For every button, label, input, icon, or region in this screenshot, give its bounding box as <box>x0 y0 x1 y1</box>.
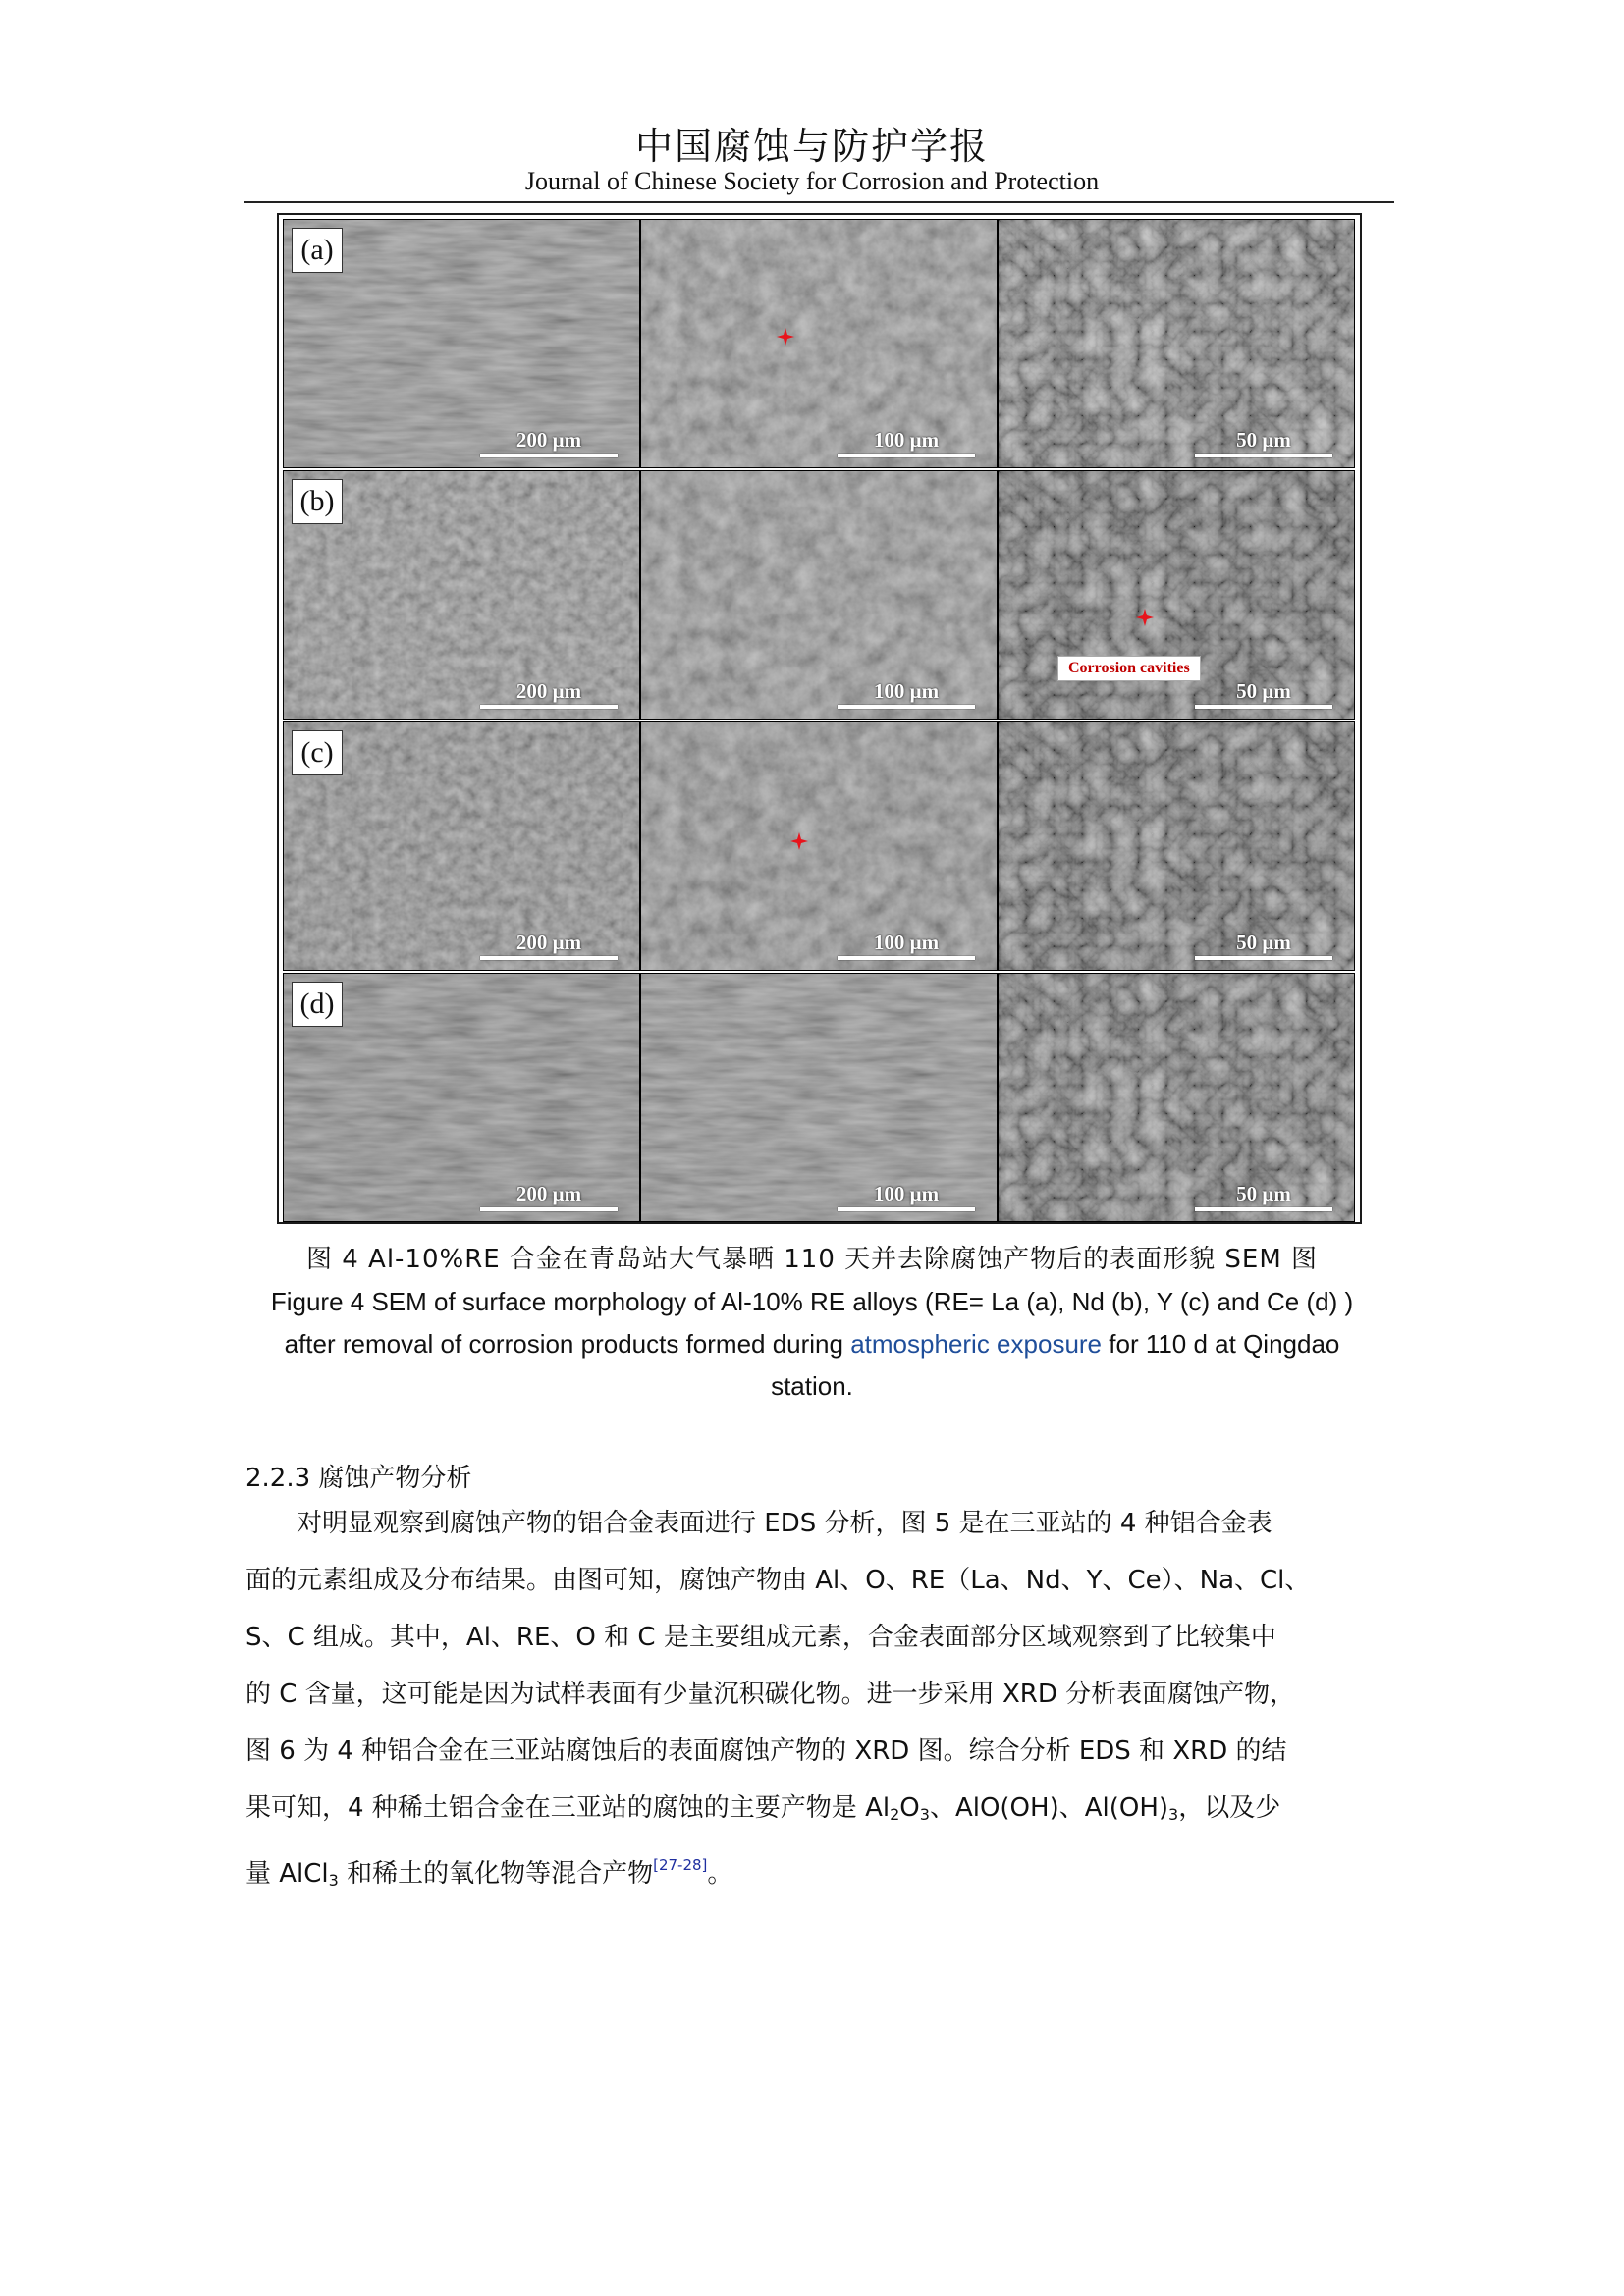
body-line-7 <box>245 1848 1394 1897</box>
caption-text: after removal of corrosion products formed during <box>284 1329 851 1359</box>
scale-bar <box>1195 931 1332 960</box>
sem-panel-c-high <box>998 721 1355 971</box>
body-line-4: 的 C 含量，这可能是因为试样表面有少量沉积碳化物。进一步采用 XRD 分析表面腐蚀产物， <box>245 1680 1296 1709</box>
figure-caption-en-line2 <box>196 1323 1428 1365</box>
body-line-1: 对明显观察到腐蚀产物的铝合金表面进行 EDS 分析，图 5 是在三亚站的 4 种铝合金表 <box>297 1509 1272 1538</box>
scale-bar <box>1195 679 1332 709</box>
scale-bar-label: 50 μm <box>1236 1182 1291 1205</box>
scale-bar <box>838 428 975 457</box>
sem-panel-a-low <box>283 219 640 468</box>
scale-bar-label: 100 μm <box>873 1182 940 1205</box>
row-label-b: (b) <box>292 479 343 524</box>
scale-bar-label: 50 μm <box>1236 931 1291 954</box>
header-rule <box>244 201 1394 203</box>
figure-caption-en-line3: station. <box>771 1371 853 1401</box>
citation-link[interactable]: [27-28] <box>653 1856 708 1874</box>
caption-text: for 110 d at Qingdao <box>1102 1329 1340 1359</box>
section-heading: 2.2.3 腐蚀产物分析 <box>245 1464 472 1493</box>
body-line-2: 面的元素组成及分布结果。由图可知，腐蚀产物由 Al、O、RE（La、Nd、Y、Ce）、Na、Cl、 <box>245 1566 1311 1595</box>
scale-bar-label: 200 μm <box>515 931 582 954</box>
row-label-a: (a) <box>292 228 343 273</box>
scale-bar <box>838 931 975 960</box>
subscript: 2 <box>890 1805 900 1824</box>
sem-panel-a-mid <box>640 219 998 468</box>
analysis-point-marker <box>777 328 794 346</box>
body-text: 。 <box>707 1859 733 1889</box>
row-label-d: (d) <box>292 982 343 1027</box>
subscript: 3 <box>328 1871 339 1890</box>
scale-bar-label: 200 μm <box>515 428 582 452</box>
scale-bar <box>1195 1182 1332 1211</box>
scale-bar-label: 100 μm <box>873 931 940 954</box>
row-label-c: (c) <box>292 730 343 775</box>
figure-caption-cn: 图 4 Al-10%RE 合金在青岛站大气暴晒 110 天并去除腐蚀产物后的表面形貌 SEM 图 <box>305 1245 1319 1274</box>
body-text: 果可知，4 种稀土铝合金在三亚站的腐蚀的主要产物是 Al <box>245 1793 891 1823</box>
scale-bar <box>1195 428 1332 457</box>
body-text: 量 AlCl <box>245 1859 329 1889</box>
sem-figure <box>277 213 1362 1224</box>
body-line-5: 图 6 为 4 种铝合金在三亚站腐蚀后的表面腐蚀产物的 XRD 图。综合分析 EDS 和 XRD 的结 <box>245 1736 1287 1766</box>
scale-bar-label: 200 μm <box>515 679 582 703</box>
sem-panel-c-low <box>283 721 640 971</box>
scale-bar <box>480 1182 618 1211</box>
journal-title-en: Journal of Chinese Society for Corrosion and Protection <box>524 167 1100 195</box>
scale-bar-label: 100 μm <box>873 428 940 452</box>
scale-bar-label: 50 μm <box>1236 428 1291 452</box>
caption-term-link: atmospheric exposure <box>850 1329 1103 1359</box>
sem-panel-b-mid <box>640 470 998 720</box>
scale-bar-label: 200 μm <box>515 1182 582 1205</box>
figure-caption-en-line1: Figure 4 SEM of surface morphology of Al-10% RE alloys (RE= La (a), Nd (b), Y (c) and Ce (d) ) <box>270 1287 1354 1316</box>
scale-bar <box>838 1182 975 1211</box>
body-text: 、AlO(OH)、Al(OH) <box>929 1793 1169 1823</box>
sem-panel-d-mid <box>640 973 998 1222</box>
sem-panel-a-high <box>998 219 1355 468</box>
journal-title-cn: 中国腐蚀与防护学报 <box>634 125 989 168</box>
scale-bar <box>480 931 618 960</box>
sem-panel-b-high <box>998 470 1355 720</box>
body-text: 和稀土的氧化物等混合产物 <box>338 1859 654 1889</box>
scale-bar-label: 50 μm <box>1236 679 1291 703</box>
analysis-point-marker <box>1136 609 1154 626</box>
sem-panel-d-high <box>998 973 1355 1222</box>
body-line-3: S、C 组成。其中，Al、RE、O 和 C 是主要组成元素，合金表面部分区域观察到了比较集中 <box>245 1623 1276 1652</box>
body-line-6 <box>245 1791 1394 1832</box>
scale-bar <box>480 428 618 457</box>
scale-bar <box>838 679 975 709</box>
scale-bar <box>480 679 618 709</box>
subscript: 3 <box>1168 1805 1179 1824</box>
scale-bar-label: 100 μm <box>873 679 940 703</box>
corrosion-cavities-label: Corrosion cavities <box>1057 656 1201 681</box>
body-text: O <box>899 1793 920 1823</box>
body-text: ，以及少 <box>1178 1793 1281 1823</box>
analysis-point-marker <box>790 832 808 850</box>
sem-panel-c-mid <box>640 721 998 971</box>
subscript: 3 <box>919 1805 930 1824</box>
sem-panel-d-low <box>283 973 640 1222</box>
sem-panel-b-low <box>283 470 640 720</box>
